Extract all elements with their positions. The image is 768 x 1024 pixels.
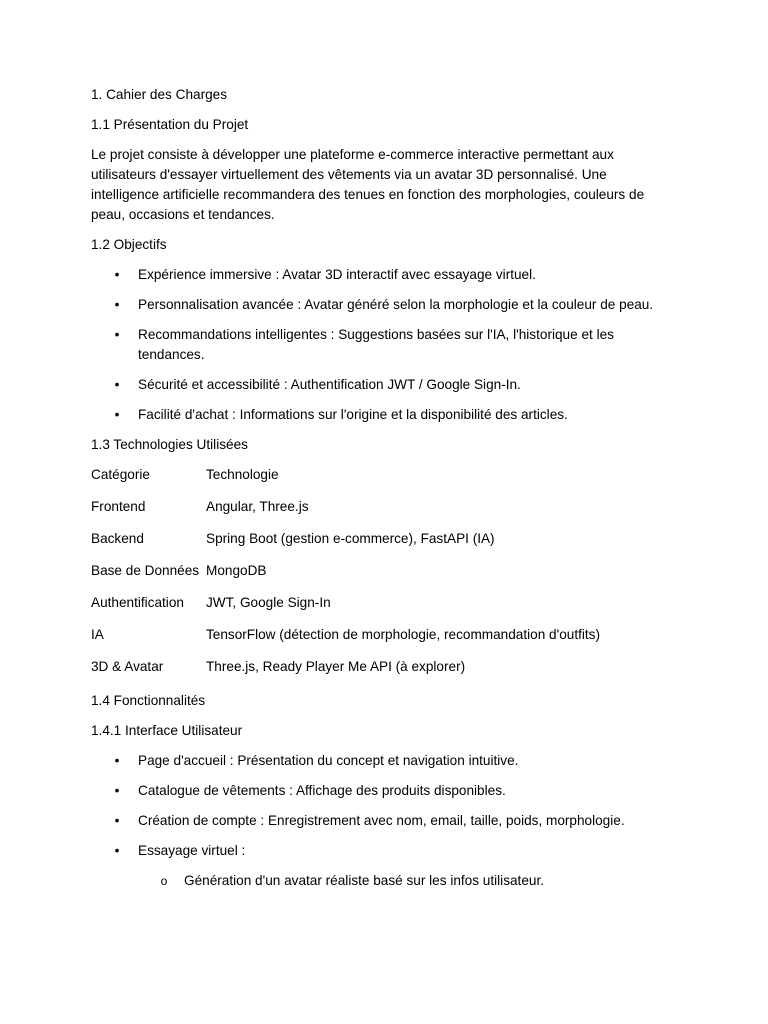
sub-list-item [91, 871, 671, 891]
table-row [91, 529, 600, 561]
bullet-icon: • [114, 267, 120, 282]
table-cell-technology: Three.js, Ready Player Me API (à explorer) [206, 659, 466, 674]
table-cell-category: 3D & Avatar [91, 659, 164, 674]
list-item-text: Page d'accueil : Présentation du concept et navigation intuitive. [138, 753, 519, 768]
table-cell-category: IA [91, 627, 104, 642]
objectives-list [91, 265, 671, 425]
bullet-icon: • [114, 327, 120, 342]
bullet-icon: • [114, 783, 120, 798]
table-cell-category: Authentification [91, 595, 184, 610]
table-cell-technology: TensorFlow (détection de morphologie, recommandation d'outfits) [206, 627, 600, 642]
list-item [91, 405, 671, 425]
document-content [91, 85, 671, 901]
list-item-text: Expérience immersive : Avatar 3D interactif avec essayage virtuel. [138, 267, 536, 282]
table-header-row [91, 465, 600, 497]
heading-cahier-des-charges: 1. Cahier des Charges [91, 87, 228, 102]
list-item-text: Personnalisation avancée : Avatar généré selon la morphologie et la couleur de peau. [138, 297, 654, 312]
sub-bullet-icon: o [160, 874, 168, 888]
list-item [91, 841, 671, 861]
bullet-icon: • [114, 377, 120, 392]
list-item-text: Sécurité et accessibilité : Authentification JWT / Google Sign-In. [138, 377, 521, 392]
table-cell-category: Backend [91, 531, 144, 546]
interface-features-list [91, 751, 671, 861]
heading-objectifs: 1.2 Objectifs [91, 237, 167, 252]
table-header-technology: Technologie [206, 467, 279, 482]
list-item [91, 265, 671, 285]
table-cell-technology: MongoDB [206, 563, 267, 578]
bullet-icon: • [114, 813, 120, 828]
list-item-text: Essayage virtuel : [138, 843, 246, 858]
sub-list-item-text: Génération d'un avatar réaliste basé sur les infos utilisateur. [184, 873, 545, 888]
list-item-text: Catalogue de vêtements : Affichage des produits disponibles. [138, 783, 506, 798]
table-header-category: Catégorie [91, 467, 150, 482]
table-cell-technology: JWT, Google Sign-In [206, 595, 331, 610]
heading-fonctionnalites: 1.4 Fonctionnalités [91, 693, 206, 708]
heading-presentation-projet: 1.1 Présentation du Projet [91, 117, 249, 132]
heading-technologies: 1.3 Technologies Utilisées [91, 437, 248, 452]
list-item-text: Création de compte : Enregistrement avec nom, email, taille, poids, morphologie. [138, 813, 625, 828]
table-row [91, 625, 600, 657]
table-cell-category: Base de Données [91, 563, 200, 578]
table-cell-technology: Spring Boot (gestion e-commerce), FastAPI (IA) [206, 531, 495, 546]
table-row [91, 657, 600, 689]
bullet-icon: • [114, 297, 120, 312]
list-item [91, 751, 671, 771]
table-row [91, 497, 600, 529]
table-cell-technology: Angular, Three.js [206, 499, 309, 514]
bullet-icon: • [114, 843, 120, 858]
list-item [91, 375, 671, 395]
list-item [91, 295, 671, 315]
technologies-table [91, 465, 600, 689]
paragraph-presentation: Le projet consiste à développer une plateforme e-commerce interactive permettant aux utilisateurs d'essayer virtuellement des vêtements via un avatar 3D personnalisé. Une intelligence artificielle recommandera des tenues en fonction des morphologies, couleurs de peau, occasions et tendances. [91, 147, 645, 222]
table-row [91, 561, 600, 593]
list-item-text: Recommandations intelligentes : Suggestions basées sur l'IA, l'historique et les tendances. [138, 327, 614, 362]
list-item [91, 811, 671, 831]
bullet-icon: • [114, 407, 120, 422]
list-item [91, 325, 671, 365]
table-row [91, 593, 600, 625]
essayage-subitems-list [91, 871, 671, 891]
list-item-text: Facilité d'achat : Informations sur l'origine et la disponibilité des articles. [138, 407, 568, 422]
table-cell-category: Frontend [91, 499, 146, 514]
bullet-icon: • [114, 753, 120, 768]
heading-interface-utilisateur: 1.4.1 Interface Utilisateur [91, 723, 243, 738]
list-item [91, 781, 671, 801]
